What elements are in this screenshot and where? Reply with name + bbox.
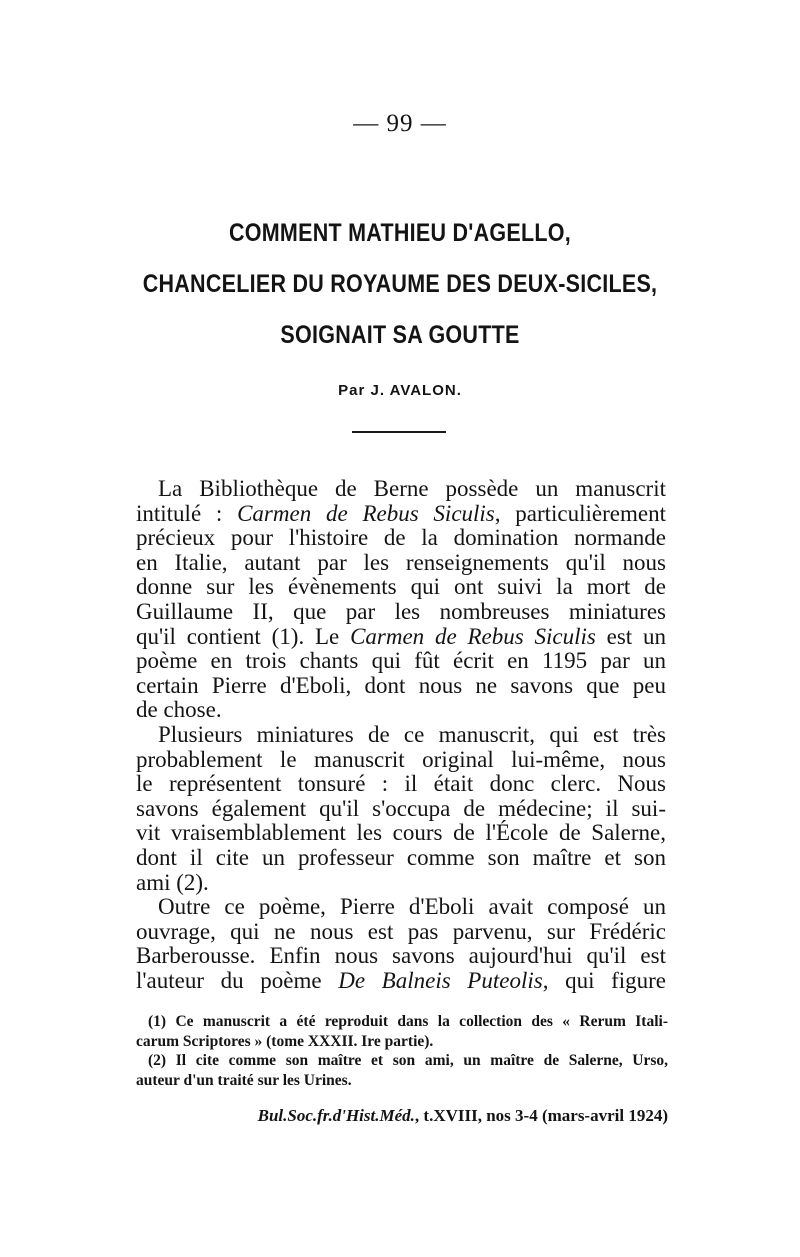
body-line: ami (2). — [136, 869, 209, 895]
body-line: de chose. — [136, 697, 222, 723]
body-line: Guillaume II, que par les nombreuses miniatures — [136, 598, 666, 624]
body-line: donne sur les évènements qui ont suivi la mort de — [136, 574, 666, 600]
footnote-2-line: auteur d'un traité sur les Urines. — [136, 1071, 352, 1089]
body-line: La Bibliothèque de Berne possède un manuscrit — [158, 476, 666, 501]
body-line: le représentent tonsuré : il était donc clerc. Nous — [136, 771, 666, 797]
work-title: Carmen de Rebus Siculis — [237, 500, 495, 526]
body-line: Outre ce poème, Pierre d'Eboli avait composé un — [158, 894, 666, 920]
journal-volume: , t.XVIII, nos 3-4 (mars-avril 1924) — [414, 1106, 668, 1125]
title-divider — [352, 431, 446, 433]
body-line: savons également qu'il s'occupa de médecine; il sui- — [136, 795, 666, 821]
author-byline: Par J. AVALON. — [338, 382, 462, 399]
body-line: qu'il contient (1). Le Carmen de Rebus Siculis est un — [136, 623, 667, 649]
body-line: en Italie, autant par les renseignements qu'il nous — [136, 549, 666, 575]
body-line: ouvrage, qui ne nous est pas parvenu, sur Frédéric — [136, 918, 666, 944]
footnote-2-line: (2) Il cite comme son maître et son ami, un maître de Salerne, Urso, — [148, 1052, 668, 1070]
body-line: précieux pour l'histoire de la domination normande — [136, 525, 666, 551]
body-line: vit vraisemblablement les cours de l'École de Salerne, — [136, 820, 666, 846]
title-line-1: COMMENT MATHIEU D'AGELLO, — [228, 219, 572, 247]
journal-name: Bul.Soc.fr.d'Hist.Méd. — [257, 1106, 415, 1125]
body-line: l'auteur du poème De Balneis Puteolis, qui figure — [136, 967, 667, 993]
journal-citation — [258, 1106, 668, 1126]
page-number: — 99 — — [353, 110, 447, 137]
body-line: Plusieurs miniatures de ce manuscrit, qui est très — [158, 721, 666, 747]
body-line: poème en trois chants qui fût écrit en 1195 par un — [136, 648, 666, 674]
article-body — [136, 477, 666, 993]
title-line-2: CHANCELIER DU ROYAUME DES DEUX-SICILES, — [142, 270, 658, 298]
work-title: Carmen de Rebus Siculis — [350, 623, 596, 649]
footnote-1-line: carum Scriptores » (tome XXXII. Ire partie). — [136, 1032, 434, 1050]
footnote-1-line: (1) Ce manuscrit a été reproduit dans la collection des « Rerum Itali- — [148, 1013, 668, 1030]
title-line-3: SOIGNAIT SA GOUTTE — [280, 321, 520, 349]
body-line: intitulé : Carmen de Rebus Siculis, particulièrement — [136, 500, 666, 526]
footnotes — [136, 1012, 668, 1090]
body-line: probablement le manuscrit original lui-même, nous — [136, 746, 666, 772]
work-title: De Balneis Puteolis — [338, 967, 543, 993]
body-line: dont il cite un professeur comme son maître et son — [136, 844, 666, 870]
body-line: certain Pierre d'Eboli, dont nous ne savons que peu — [136, 672, 666, 698]
body-line: Barberousse. Enfin nous savons aujourd'hui qu'il est — [136, 943, 666, 969]
